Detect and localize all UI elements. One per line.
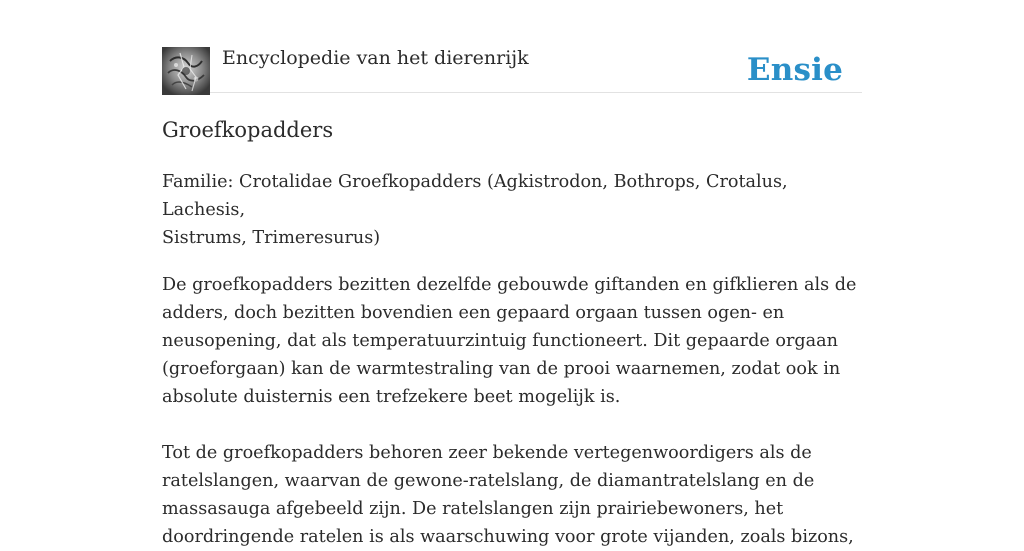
article-body [162, 168, 862, 551]
article-paragraph-1: De groefkopadders bezitten dezelfde gebouwde giftanden en gifklieren als de adders, doch bezitten bovendien een gepaard orgaan tussen ogen- en neusopening, dat als temperatuurzintuig functioneert. Dit gepaarde orgaan (groeforgaan) kan de warmtestraling van de prooi waarnemen, zodat ook in absolute duisternis een trefzekere beet mogelijk is. [162, 275, 857, 407]
family-line: Familie: Crotalidae Groefkopadders (Agkistrodon, Bothrops, Crotalus, Lachesis, Sistrums, Trimeresurus) [162, 172, 788, 248]
page [162, 0, 862, 547]
engraving-avatar-icon[interactable] [162, 47, 210, 95]
site-name[interactable]: Encyclopedie van het dierenrijk [222, 47, 529, 69]
site-header [162, 46, 862, 93]
article-title: Groefkopadders [162, 118, 334, 142]
article-paragraph-2: Tot de groefkopadders behoren zeer bekende vertegenwoordigers als de ratelslangen, waarvan de gewone-ratelslang, de diamantratelslang en de massasauga afgebeeld zijn. De ratelslangen zijn prairiebewoners, het doordringende ratelen is als waarschuwing voor grote vijanden, zoals bizons, [162, 443, 854, 547]
brand-logo[interactable]: Ensie [746, 52, 843, 88]
